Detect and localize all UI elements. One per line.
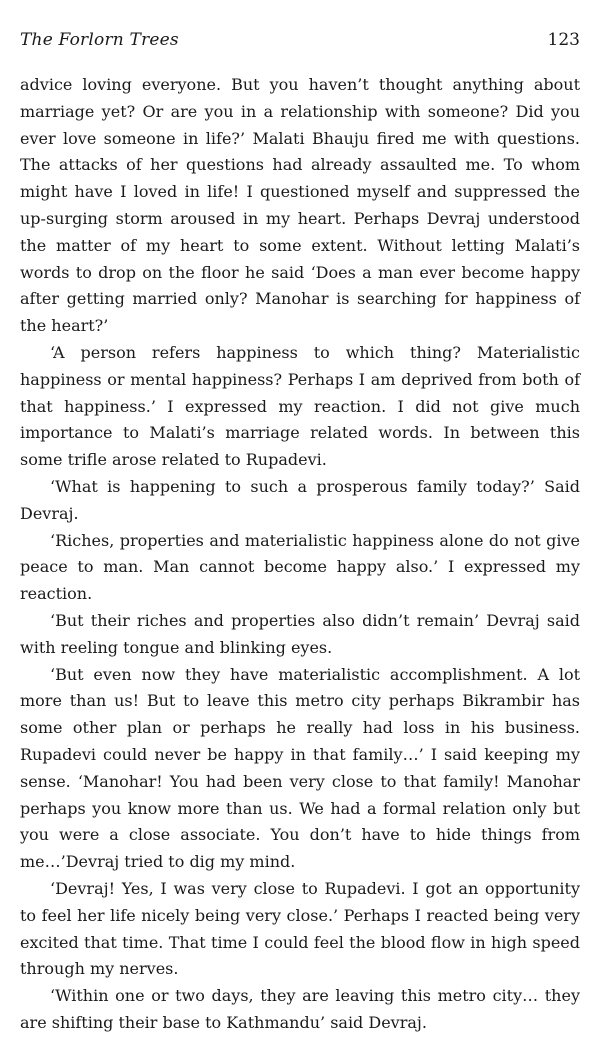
page-number: 123: [547, 30, 580, 50]
paragraph: ‘Riches, properties and materialistic happiness alone do not give peace to man. Man cannot become happy also.’ I expressed my reaction.: [20, 530, 580, 604]
running-title: The Forlorn Trees: [20, 30, 179, 50]
running-header: [20, 30, 580, 58]
paragraph: advice loving everyone. But you haven’t thought anything about marriage yet? Or are you in a relationship with someone? Did you ever love someone in life?’ Malati Bhauju fired me with questions. The attacks of her questions had already assaulted me. To whom might have I loved in life! I questioned myself and suppressed the up-surging storm aroused in my heart. Perhaps Devraj understood the matter of my heart to some extent. Without letting Malati’s words to drop on the floor he said ‘Does a man ever become happy after getting married only? Manohar is searching for happiness of the heart?’: [20, 75, 580, 336]
paragraph: ‘What is happening to such a prosperous family today?’ Said Devraj.: [20, 476, 580, 523]
paragraph: ‘Within one or two days, they are leaving this metro city… they are shifting their base to Kathmandu’ said Devraj.: [20, 986, 580, 1032]
paragraph: ‘Devraj! Yes, I was very close to Rupadevi. I got an opportunity to feel her life nicely being very close.’ Perhaps I reacted being very excited that time. That time I could feel the blood flow in high speed through my nerves.: [20, 878, 580, 979]
body-text: [20, 72, 580, 1037]
paragraph: ‘A person refers happiness to which thing? Materialistic happiness or mental happiness? Perhaps I am deprived from both of that happiness.’ I expressed my reaction. I did not give much importance to Malati’s marriage related words. In between this some trifle arose related to Rupadevi.: [20, 342, 580, 470]
paragraph: ‘But even now they have materialistic accomplishment. A lot more than us! But to leave this metro city perhaps Bikrambir has some other plan or perhaps he really had loss in his business. Rupadevi could never be happy in that family…’ I said keeping my sense. ‘Manohar! You had been very close to that family! Manohar perhaps you know more than us. We had a formal relation only but you were a close associate. You don’t have to hide things from me…’Devraj tried to dig my mind.: [20, 664, 580, 872]
paragraph: ‘But their riches and properties also didn’t remain’ Devraj said with reeling tongue and blinking eyes.: [20, 610, 580, 657]
